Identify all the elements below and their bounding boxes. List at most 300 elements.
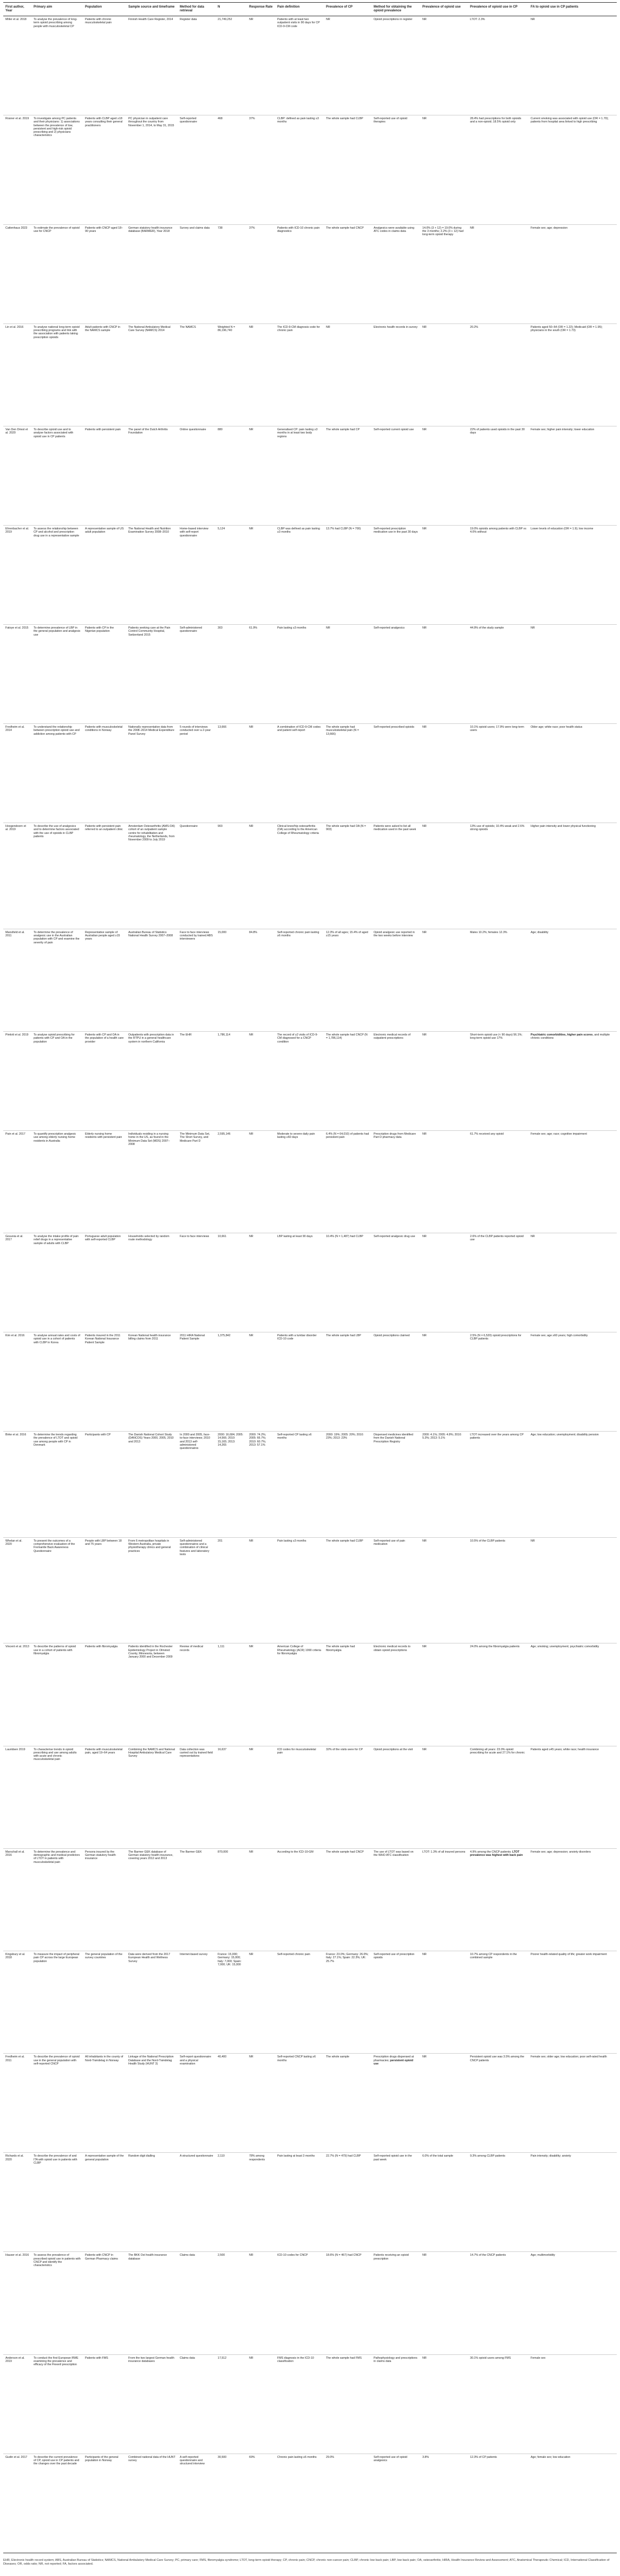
table-cell: NR (420, 1643, 468, 1746)
table-cell: LTOT increased over the years among CP patients (468, 1432, 528, 1538)
table-cell: 6.4% (N = 64,010) of patients had persistent pain (324, 1130, 371, 1233)
table-cell: 15,000 (216, 929, 247, 1031)
table-cell: 6.0% of the total sample (420, 2153, 468, 2252)
table-cell: To estimate the prevalence of opioid use for CNCP (31, 224, 83, 323)
table-cell: Self-reported CNCP lasting ≥6 months (275, 2054, 324, 2153)
table-cell: Questionnaire (178, 823, 216, 929)
table-cell: Patients aged 50–64 (OR = 1.22); Medicaid (OR = 1.95); physicians in the south (OR = 1.73) (528, 323, 617, 426)
table-cell: 21,749,252 (216, 16, 247, 115)
table-cell: Persistent opioid use was 3.5% among the CNCP patients (468, 2054, 528, 2153)
table-cell: NR (528, 16, 617, 115)
column-header: Response Rate (247, 3, 275, 16)
table-cell: 78% among respondents (247, 2153, 275, 2252)
highlighted-text: persistent opioid use (374, 2059, 414, 2066)
table-cell: Dispensed medicines identified from the Danish National Prescription Registry (371, 1432, 420, 1538)
table-cell: Moderate to severe daily pain lasting ≥60 days (275, 1130, 324, 1233)
column-header: Method for obtaining the opioid prevalence (371, 3, 420, 16)
table-cell: Patients with a lumbar disorder ICD-10 code (275, 1332, 324, 1432)
table-row (3, 224, 617, 323)
table-cell: The whole sample (324, 2054, 371, 2153)
table-cell: The whole sample had FMS (324, 2354, 371, 2454)
table-cell: Self-reported use of opioid therapies (371, 115, 420, 224)
table-row (3, 2054, 617, 2153)
table-cell: The whole sample had CP (324, 426, 371, 526)
table-cell: Lower levels of education (OR = 1.9); low income (528, 526, 617, 625)
table-cell: To understand the relationship between prescription opioid use and addiction among patients with CP (31, 724, 83, 823)
table-cell: 19.0% opioids among patients with CLBP vs 4.0% without (468, 526, 528, 625)
table-cell: The panel of the Dutch Arthritis Foundation (126, 426, 178, 526)
table-cell: Patients with persistent pain (83, 426, 126, 526)
table-cell: NR (247, 2354, 275, 2454)
table-cell: NR (247, 1130, 275, 1233)
table-cell: NR (247, 426, 275, 526)
table-cell: Female sex; older age; low education; poor self-rated health (528, 2054, 617, 2153)
column-header: Primary aim (31, 3, 83, 16)
table-cell: NR (528, 625, 617, 724)
table-cell: To analyse annual rates and costs of opioid use in a cohort of patients with CLBP in Korea (31, 1332, 83, 1432)
table-cell: To analyse the intake profile of pain relief drugs in a representative sample of adults with CLBP (31, 1233, 83, 1332)
table-cell: Linkage of the National Prescription Database and the Nord-Trøndelag Health Study (HUNT 3) (126, 2054, 178, 2153)
column-header: Pain definition (275, 3, 324, 16)
table-cell: Adult patients with CNCP in the NAMCS sample (83, 323, 126, 426)
study-citation-cell: Rosner et al. 2019 (3, 115, 31, 224)
study-citation-cell: Mansfield et al. 2011 (3, 929, 31, 1031)
table-cell: NR (420, 1031, 468, 1130)
table-cell: NR (420, 2354, 468, 2454)
table-cell: 40,400 (216, 2054, 247, 2153)
table-cell: Face to face interviews (178, 1233, 216, 1332)
table-cell: Prescription drugs dispensed at pharmacies; persistent opioid use (371, 2054, 420, 2153)
table-cell: 22% of patients used opioids in the past 30 days (468, 426, 528, 526)
table-cell: Poorer health-related quality of life; greater work impairment (528, 1951, 617, 2054)
table-cell: Patients with fibromyalgia (83, 1643, 126, 1746)
table-cell: The whole sample had fibromyalgia (324, 1643, 371, 1746)
table-cell: 880 (216, 426, 247, 526)
table-cell: The whole sample had CNCP (324, 224, 371, 323)
table-cell: To analyse opioid prescribing for patients with CP and OA in the population (31, 1031, 83, 1130)
table-cell: To describe the patterns of opioid use in a cohort of patients with fibromyalgia (31, 1643, 83, 1746)
table-cell: NR (420, 16, 468, 115)
table-cell: The Barmer GEK database of German statutory health insurance, covering years 2012 and 2013 (126, 1848, 178, 1951)
table-cell: NR (420, 625, 468, 724)
table-cell: Patients receiving an opioid prescription (371, 2252, 420, 2354)
study-citation-cell: Pain et al. 2017 (3, 1130, 31, 1233)
table-cell: A structured questionnaire (178, 2153, 216, 2252)
table-cell: Finnish Health Care Register, 2014 (126, 16, 178, 115)
study-citation-cell: Lin et al. 2016 (3, 323, 31, 426)
table-cell: NR (468, 224, 528, 323)
table-cell: 30.1% opioid users among FMS (468, 2354, 528, 2454)
table-cell: NR (247, 823, 275, 929)
header-row (3, 3, 617, 16)
table-cell: Opioid prescriptions claimed (371, 1332, 420, 1432)
study-citation-cell: Fatoye et al. 2015 (3, 625, 31, 724)
table-cell: France: 15,000; Germany: 15,000; Italy: 7,000; Spain: 7,000; UK: 15,000 (216, 1951, 247, 2054)
table-cell: Opioid prescriptions at the visit (371, 1746, 420, 1848)
table-cell: NR (528, 1233, 617, 1332)
table-row (3, 1537, 617, 1643)
table-cell: Age; multimorbidity (528, 2252, 617, 2354)
table-cell: 1,111 (216, 1643, 247, 1746)
table-cell: The whole sample had CNCP (N = 1,786,114) (324, 1031, 371, 1130)
table-cell: Older age; white race; poor health status (528, 724, 617, 823)
table-row (3, 1031, 617, 1130)
table-cell: 18.6% (N = 467) had CNCP (324, 2252, 371, 2354)
table-cell: 9.3% among CLBP patients (468, 2153, 528, 2252)
table-cell: From 6 metropolitan hospitals in Western Australia, private physiotherapy clinics and general practices (126, 1537, 178, 1643)
table-row (3, 2354, 617, 2454)
table-cell: Patients were asked to list all medication used in the past week (371, 823, 420, 929)
study-citation-cell: Miller et al. 2018 (3, 16, 31, 115)
column-header: Prevalence of opioid use in CP (468, 3, 528, 16)
table-row (3, 625, 617, 724)
table-row (3, 1746, 617, 1848)
table-cell: 84.8% (247, 929, 275, 1031)
table-cell: 903 (216, 823, 247, 929)
table-cell: 16,637 (216, 1746, 247, 1848)
table-row (3, 929, 617, 1031)
table-cell: 3.8% (420, 2454, 468, 2553)
table-cell: Prescription drugs from Medicare Part D pharmacy data (371, 1130, 420, 1233)
table-cell: NR (420, 1332, 468, 1432)
table-cell: ICD-10 codes for CNCP (275, 2252, 324, 2354)
table-row (3, 2252, 617, 2354)
table-cell: Current smoking was associated with opioid use (OR = 1.70); patients from hospital area linked to high prescribing (528, 115, 617, 224)
table-row (3, 724, 617, 823)
table-cell: Self-reported current opioid use (371, 426, 420, 526)
table-cell: A representative sample of US adult population (83, 526, 126, 625)
table-cell: Female sex (528, 2354, 617, 2454)
table-cell: Analgesics were available using ATC codes in claims data (371, 224, 420, 323)
table-row (3, 1130, 617, 1233)
table-cell: To describe the prevalence of opioid use in the general population with self-reported CNCP (31, 2054, 83, 2153)
table-cell: Data were derived from the 2017 European Health and Wellness Survey (126, 1951, 178, 2054)
table-cell: Outpatients with prescription data in the RTPU in a general healthcare system in northern California (126, 1031, 178, 1130)
table-footnote: EHR, Electronic health record system; ABS, Australian Bureau of Statistics; NAMCS, National Ambulatory Medical Care Survey; PC, primary care; FMS, fibromyalgia syndrome; LTOT, long-term opioid therapy; CP, chronic pain; CNCP, chronic non-cancer pain; CLBP, chronic low back pain; LBP, low back pain; OA, osteoarthritis; HIRA, Health Insurance Review and Assessment; ATC, Anatomical Therapeutic Chemical; ICD, International Classification of Diseases; OR, odds ratio; NR, not reported; FA, factors associated. (3, 2559, 610, 2566)
table-row (3, 1951, 617, 2054)
table-cell: 12.3% of all ages; 15.4% of aged ≥15 years (324, 929, 371, 1031)
table-cell: Pain lasting at least 3 months (275, 2153, 324, 2252)
table-cell: NR (420, 1537, 468, 1643)
table-cell: To determine the trends regarding the prevalence of LTOT and opioid use among people with CP in Denmark (31, 1432, 83, 1538)
table-cell: CLBP: defined as pain lasting ≥3 months (275, 115, 324, 224)
table-cell: Elderly nursing home residents with persistent pain (83, 1130, 126, 1233)
table-cell: 13% use of opioids; 10.4% weak and 2.6% strong opioids (468, 823, 528, 929)
table-cell: Female sex; higher pain intensity; lower education (528, 426, 617, 526)
table-cell: To describe the current prevalence of CP, opioid use in CP patients and the changes over the past decade (31, 2454, 83, 2553)
table-cell: Female sex; age ≥60 years; high comorbidity (528, 1332, 617, 1432)
table-cell: Self-report questionnaire and a physical examination (178, 2054, 216, 2153)
table-header (3, 3, 617, 16)
table-cell: 2000: 74.2%; 2005: 66.7%; 2010: 60.7%; 2013: 57.1% (247, 1432, 275, 1538)
study-citation-cell: Birke et al. 2016 (3, 1432, 31, 1538)
table-cell: To analyse national long-term opioid prescribing programs and link with the association with patients taking prescription opioids (31, 323, 83, 426)
table-cell: To investigate among PC patients and their physicians: 1) associations between the prevalence of low, persistent and high-risk opioid prescribing and 2) physicians characteristics (31, 115, 83, 224)
table-cell: Self-reported chronic pain (275, 1951, 324, 2054)
table-row (3, 1432, 617, 1538)
studies-table (3, 2, 617, 2553)
table-cell: People with LBP between 18 and 75 years (83, 1537, 126, 1643)
table-cell: Data collection was carried out by trained field representatives (178, 1746, 216, 1848)
table-cell: Patients with musculoskeletal pain, aged 19–64 years (83, 1746, 126, 1848)
table-cell: NR (247, 1951, 275, 2054)
table-cell: Households selected by random route methodology (126, 1233, 178, 1332)
table-cell: PC physician in outpatient care throughout the country from November 1, 2014, to May 31, 2015 (126, 115, 178, 224)
table-cell: Internet-based survey (178, 1951, 216, 2054)
table-row (3, 115, 617, 224)
table-cell: Males 10.2%; females 12.3% (468, 929, 528, 1031)
table-cell: Patients with CNCP aged 18–90 years (83, 224, 126, 323)
table-cell: 10,661 (216, 1233, 247, 1332)
table-cell: Self-reported opioid use in the past week (371, 2153, 420, 2252)
table-cell: To determine the prevalence of analgesic use in the Australian population with CP and examine the severity of pain (31, 929, 83, 1031)
column-header: N (216, 3, 247, 16)
study-citation-cell: Marschall et al. 2016 (3, 1848, 31, 1951)
table-cell: Electronic health records in survey (371, 323, 420, 426)
table-cell: Register data (178, 16, 216, 115)
study-citation-cell: Cattenhaus 2023 (3, 224, 31, 323)
table-cell: NR (420, 929, 468, 1031)
table-cell: Self-reported use of opioid analgesics (371, 2454, 420, 2553)
table-cell: The ICD-9-CM diagnosis code for chronic pain (275, 323, 324, 426)
table-cell: 738 (216, 224, 247, 323)
table-cell: To describe the use of analgesics and to determine factors associated with the use of opioids in CLBP patients (31, 823, 83, 929)
study-citation-cell: Hauser et al. 2016 (3, 2252, 31, 2354)
table-cell: Age; disability (528, 929, 617, 1031)
table-cell: Self-reported prescribed opioids (371, 724, 420, 823)
table-cell: NR (420, 724, 468, 823)
table-cell: Opioid analgesic use reported in the two weeks before interview (371, 929, 420, 1031)
table-cell: 17,512 (216, 2354, 247, 2454)
table-cell: NR (247, 1332, 275, 1432)
table-cell: Pathophysiology and prescriptions in claims data (371, 2354, 420, 2454)
table-cell: 2.6% of the CLBP patients reported opioid use (468, 1233, 528, 1332)
table-cell: 4.9% among the CNCP patients; LTOT prevalence was highest with back pain (468, 1848, 528, 1951)
table-cell: 32% of the visits were for CP (324, 1746, 371, 1848)
table-cell: Claims data (178, 2252, 216, 2354)
study-citation-cell: Whelan et al. 2020 (3, 1537, 31, 1643)
table-cell: Survey and claims data (178, 224, 216, 323)
table-cell: The NAMCS (178, 323, 216, 426)
study-citation-cell: Gudin et al. 2017 (3, 2454, 31, 2553)
table-cell: NR (247, 2054, 275, 2153)
table-cell: Patients with ICD-10 chronic pain diagnostics (275, 224, 324, 323)
table-cell: Female sex; age; depression (528, 224, 617, 323)
column-header: Prevalence of opioid use (420, 3, 468, 16)
study-citation-cell: Anderson et al. 2019 (3, 2354, 31, 2454)
table-cell: NR (420, 1130, 468, 1233)
table-cell: 2011 HIRA National Patient Sample (178, 1332, 216, 1432)
table-row (3, 1848, 617, 1951)
table-cell: 2,500 (216, 2252, 247, 2354)
table-cell: LBP lasting at least 90 days (275, 1233, 324, 1332)
table-row (3, 1643, 617, 1746)
study-citation-cell: Fredheim et al. 2014 (3, 724, 31, 823)
table-cell: 37% (247, 115, 275, 224)
table-cell: 10.5% of the CLBP patients (468, 1537, 528, 1643)
table-cell: Clinical knee/hip osteoarthritis (OA) according to the American College of Rheumatology criteria (275, 823, 324, 929)
table-cell: Age; female sex; low education (528, 2454, 617, 2553)
study-citation-cell: Lauridsen 2019 (3, 1746, 31, 1848)
table-cell: The whole sample had CLBP (324, 1537, 371, 1643)
table-cell: NR (420, 426, 468, 526)
table-cell: NR (420, 1233, 468, 1332)
table-cell: NR (247, 1537, 275, 1643)
table-cell: Generalised CP: pain lasting ≥3 months in at least two body regions (275, 426, 324, 526)
table-cell: 20.2% (468, 323, 528, 426)
study-citation-cell: Kingsbury et al. 2018 (3, 1951, 31, 2054)
table-cell: 12.3% of CP patients (468, 2454, 528, 2553)
table-cell: Patients with musculoskeletal conditions in Norway (83, 724, 126, 823)
table-cell: The National Ambulatory Medical Care Survey (NAMCS) 2014 (126, 323, 178, 426)
column-header: Population (83, 3, 126, 16)
table-cell: Patients identified in the Rochester Epidemiology Project in Olmsted County, Minnesota, between January 2000 and December 2009 (126, 1643, 178, 1746)
table-cell: CLBP was defined as pain lasting ≥3 months (275, 526, 324, 625)
table-cell: 29.0% (324, 2454, 371, 2553)
table-cell: The record of ≥2 visits of ICD-9-CM diagnosed for a CNCP condition (275, 1031, 324, 1130)
table-cell: Patients with chronic musculoskeletal pain (83, 16, 126, 115)
column-header: Sample source and timeframe (126, 3, 178, 16)
table-cell: The EHR (178, 1031, 216, 1130)
table-cell: 13,666 (216, 724, 247, 823)
table-cell: Patients with persistent pain referred to an outpatient clinic (83, 823, 126, 929)
table-cell: 2000: 16,684; 2005: 14,566; 2010: 15,165; 2013: 14,265 (216, 1432, 247, 1538)
table-cell: 28.4% had prescriptions for both opioids and a non-opioid; 18.5% opioid only (468, 115, 528, 224)
table-cell: Individuals residing in a nursing home in the US, as found in the Minimum Data Set (MDS) 2007–2008 (126, 1130, 178, 1233)
table-cell: NR (420, 2252, 468, 2354)
table-cell: NR (420, 2054, 468, 2153)
table-cell: A self-reported questionnaire and structured interview (178, 2454, 216, 2553)
table-cell: 61.7% received any opioid (468, 1130, 528, 1233)
table-cell: Self-administered questionnaires and a combination of clinical features and laboratory tests (178, 1537, 216, 1643)
table-cell: Female sex; age; race; cognitive impairment (528, 1130, 617, 1233)
table-cell: To assess the relationship between CP and alcohol and prescription drug use in a representative sample (31, 526, 83, 625)
table-cell: NR (420, 1746, 468, 1848)
table-cell: NR (324, 323, 371, 426)
table-cell: NR (528, 1537, 617, 1643)
table-cell: NR (420, 1951, 468, 2054)
table-cell: The whole sample had OA (N = 903) (324, 823, 371, 929)
table-cell: Australian Bureau of Statistics National Health Survey 2007–2008 (126, 929, 178, 1031)
table-cell: Random digit dialling (126, 2153, 178, 2252)
table-cell: 61.9% (247, 625, 275, 724)
table-row (3, 2454, 617, 2553)
table-cell: Face to face interviews conducted by trained ABS interviewers (178, 929, 216, 1031)
table-row (3, 526, 617, 625)
column-header: Method for data retrieval (178, 3, 216, 16)
table-cell: Psychiatric comorbidities, higher pain scores, and multiple chronic conditions (528, 1031, 617, 1130)
table-cell: Persons insured by the German statutory health insurance (83, 1848, 126, 1951)
table-cell: Female sex; age; depression; anxiety disorders (528, 1848, 617, 1951)
table-row (3, 426, 617, 526)
table-cell: NR (247, 1643, 275, 1746)
table-cell: 468 (216, 115, 247, 224)
table-cell: Pain lasting ≥3 months (275, 625, 324, 724)
column-header: First author, Year (3, 3, 31, 16)
column-header: FA to opioid use in CP patients (528, 3, 617, 16)
table-cell: Home-based interview with self-report questionnaire (178, 526, 216, 625)
table-cell: Korean National health insurance billing claims from 2011 (126, 1332, 178, 1432)
table-cell: 30,500 (216, 2454, 247, 2553)
table-cell: Review of medical records (178, 1643, 216, 1746)
table-cell: 69% (247, 2454, 275, 2553)
table-cell: Self-reported prescription medication use in the past 30 days (371, 526, 420, 625)
table-cell: Self-reported use of pain medication (371, 1537, 420, 1643)
table-cell: To determine the prevalence and demographic and medical predictors of LTOT in patients with musculoskeletal pain (31, 1848, 83, 1951)
table-cell: To determine prevalence of LBP in the general population and analgesic use (31, 625, 83, 724)
table-cell: To present the outcomes of a comprehensive evaluation of the Fremantle Back Awareness Questionnaire (31, 1537, 83, 1643)
table-cell: 1,786,114 (216, 1031, 247, 1130)
study-citation-cell: Vincent et al. 2013 (3, 1643, 31, 1746)
table-row (3, 1332, 617, 1432)
table-cell: The general population of the survey countries (83, 1951, 126, 2054)
table-cell: A representative sample of the general population (83, 2153, 126, 2252)
table-cell: Patients with at least two outpatient visits in 90 days for CP ICD-9-CM code (275, 16, 324, 115)
table-cell: 2,110 (216, 2153, 247, 2252)
table-cell: NR (420, 323, 468, 426)
table-cell: 10.1% opioid users; 17.9% were long-term users (468, 724, 528, 823)
table-cell: The National Health and Nutrition Examination Survey 2008–2010 (126, 526, 178, 625)
study-citation-cell: Richards et al. 2020 (3, 2153, 31, 2252)
table-body (3, 16, 617, 2553)
table-cell: Pain intensity; disability; anxiety (528, 2153, 617, 2252)
table-cell: NR (247, 1746, 275, 1848)
table-cell: Higher pain intensity and lower physical functioning (528, 823, 617, 929)
table-cell: NR (247, 526, 275, 625)
table-cell: 10.7% among CP respondents in the combined sample (468, 1951, 528, 2054)
study-citation-cell: Ehrenbacher et al. 2019 (3, 526, 31, 625)
table-cell: The whole sample had CNCP (324, 1848, 371, 1951)
table-cell: 2000: 19%; 2005: 20%; 2010: 23%; 2013: 23% (324, 1432, 371, 1538)
table-cell: NR (247, 1031, 275, 1130)
table-cell: Online questionnaire (178, 426, 216, 526)
table-cell: Combining all years: 23.0% opioid prescribing for acute and 27.1% for chronic (468, 1746, 528, 1848)
table-cell: ICD codes for musculoskeletal pain (275, 1746, 324, 1848)
table-cell: 1,375,842 (216, 1332, 247, 1432)
table-cell: LTOT: 2.3% (468, 16, 528, 115)
table-cell: Patients with CP and OA in the population of a health care provider (83, 1031, 126, 1130)
table-cell: 13.7% had CLBP (N = 700) (324, 526, 371, 625)
table-cell: NR (247, 2252, 275, 2354)
table-cell: The whole sample had musculoskeletal pain (N = 13,666) (324, 724, 371, 823)
table-cell: 14.7% of the CNCP patients (468, 2252, 528, 2354)
table-cell: Self-reported analgesic drug use (371, 1233, 420, 1332)
table-cell: NR (247, 1233, 275, 1332)
table-cell: To describe opioid use and to analyse factors associated with opioid use in CP patients (31, 426, 83, 526)
table-cell: The Danish National Cohort Study (DANCOS) Years 2000, 2005, 2010 and 2013 (126, 1432, 178, 1538)
table-row (3, 2153, 617, 2252)
table-cell: 22.7% (N = 479) had CLBP (324, 2153, 371, 2252)
table-cell: To describe the prevalence of and ITA with opioid use in patients with CLBP (31, 2153, 83, 2252)
table-cell: NR (420, 115, 468, 224)
table-cell: Patients seeking care at the Pain Control Community Hospital, Switzerland 2015 (126, 625, 178, 724)
study-citation-cell: Gouveia et al. 2017 (3, 1233, 31, 1332)
table-cell: Participants of the general population in Norway (83, 2454, 126, 2553)
table-cell: 14.0% (3 + 12) = 19.0% during the 3 months; 2.2% (3 + 12) had long-term opioid therapy (420, 224, 468, 323)
table-cell: A combination of ICD-9-CM codes and patient self-report (275, 724, 324, 823)
table-cell: Weighted N = 86,196,740 (216, 323, 247, 426)
table-cell: 37% (247, 224, 275, 323)
table-cell: According to the ICD-10-GM (275, 1848, 324, 1951)
table-row (3, 16, 617, 115)
table-cell: NR (247, 1848, 275, 1951)
table-cell: Participants with CP (83, 1432, 126, 1538)
table-cell: The whole sample had LBP (324, 1332, 371, 1432)
table-cell: American College of Rheumatology (ACR) 1990 criteria for fibromyalgia (275, 1643, 324, 1746)
table-cell: Combined national data of the HUNT survey (126, 2454, 178, 2553)
table-cell: NR (247, 16, 275, 115)
study-citation-cell: Van Den Driest et al. 2020 (3, 426, 31, 526)
